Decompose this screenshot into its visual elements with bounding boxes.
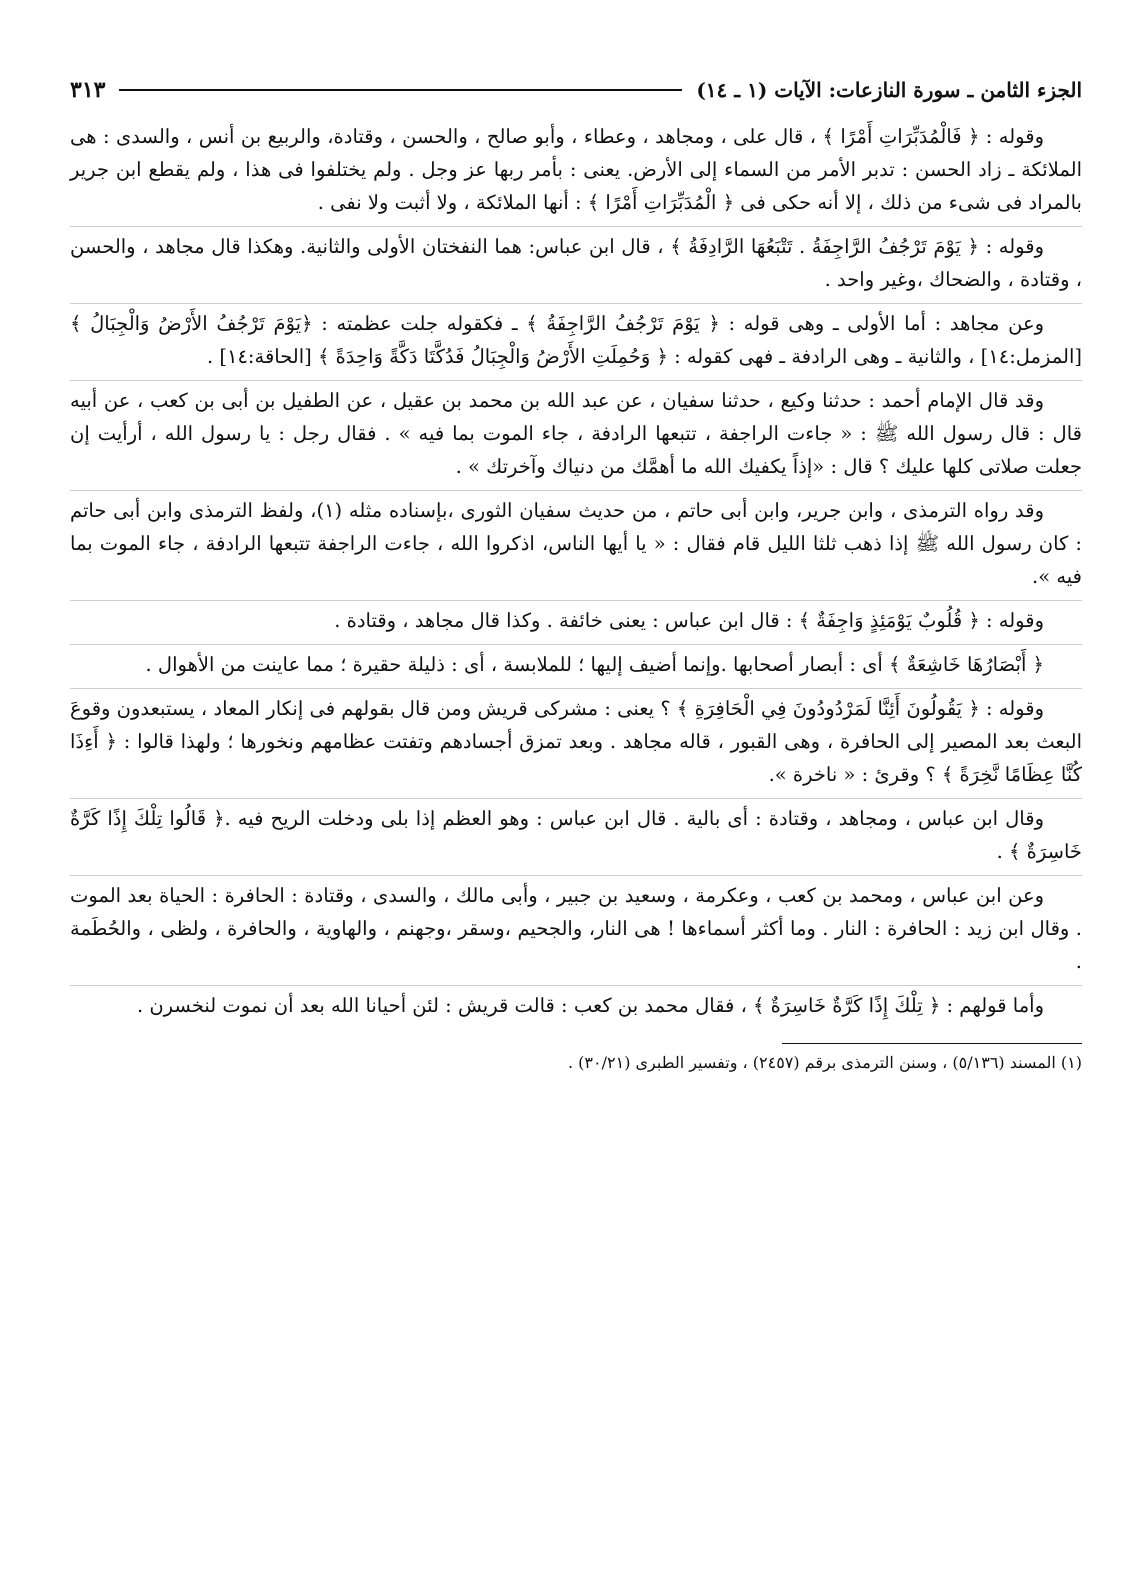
footnote-rule xyxy=(782,1043,1082,1044)
body-text xyxy=(70,116,1082,1029)
paragraph: وقوله : ﴿ يَقُولُونَ أَئِنَّا لَمَرْدُودُونَ فِي الْحَافِرَةِ ﴾ ؟ يعنى : مشركى قريش ومن قال بقولهم فى إنكار المعاد ، يستبعدون وقوعَ البعث بعد المصير إلى الحافرة ، وهى القبور ، قاله مجاهد . وبعد تمزق أجسادهم وتفتت عظامهم ونخورها ؛ ولهذا قالوا : ﴿ أَءِذَا كُنَّا عِظَامًا نَّخِرَةً ﴾ ؟ وقرئ : « ناخرة ». xyxy=(70,688,1082,798)
paragraph: وقوله : ﴿ يَوْمَ تَرْجُفُ الرَّاجِفَةُ . تَتْبَعُهَا الرَّادِفَةُ ﴾ ، قال ابن عباس: هما النفختان الأولى والثانية. وهكذا قال مجاهد ، والحسن ، وقتادة ، والضحاك ،وغير واحد . xyxy=(70,226,1082,303)
paragraph: وأما قولهم : ﴿ تِلْكَ إِذًا كَرَّةٌ خَاسِرَةٌ ﴾ ، فقال محمد بن كعب : قالت قريش : لئن أحيانا الله بعد أن نموت لنخسرن . xyxy=(70,985,1082,1029)
paragraph: ﴿ أَبْصَارُهَا خَاشِعَةٌ ﴾ أى : أبصار أصحابها .وإنما أضيف إليها ؛ للملابسة ، أى : ذليلة حقيرة ؛ مما عاينت من الأهوال . xyxy=(70,644,1082,688)
page-number: ٣١٣ xyxy=(70,77,106,103)
running-head-title: الجزء الثامن ـ سورة النازعات: الآيات (١ ـ ١٤) xyxy=(696,78,1082,102)
running-head-rule xyxy=(119,89,682,91)
footnote: (١) المسند (٥/١٣٦) ، وسنن الترمذى برقم (٢٤٥٧) ، وتفسير الطبرى (٣٠/٢١) . xyxy=(568,1053,1082,1072)
paragraph: وقوله : ﴿ فَالْمُدَبِّرَاتِ أَمْرًا ﴾ ، قال على ، ومجاهد ، وعطاء ، وأبو صالح ، والحسن ، وقتادة، والربيع بن أنس ، والسدى : هى الملائكة ـ زاد الحسن : تدبر الأمر من السماء إلى الأرض. يعنى : بأمر ربها عز وجل . ولم يختلفوا فى هذا ، ولم يقطع ابن جرير بالمراد فى شىء من ذلك ، إلا أنه حكى فى ﴿ الْمُدَبِّرَاتِ أَمْرًا ﴾ : أنها الملائكة ، ولا أثبت ولا نفى . xyxy=(70,125,1082,214)
paragraph: وعن مجاهد : أما الأولى ـ وهى قوله : ﴿ يَوْمَ تَرْجُفُ الرَّاجِفَةُ ﴾ ـ فكقوله جلت عظمته : ﴿يَوْمَ تَرْجُفُ الأَرْضُ وَالْجِبَالُ ﴾ [المزمل:١٤] ، والثانية ـ وهى الرادفة ـ فهى كقوله : ﴿ وَحُمِلَتِ الأَرْضُ وَالْجِبَالُ فَدُكَّتَا دَكَّةً وَاحِدَةً ﴾ [الحاقة:١٤] . xyxy=(70,303,1082,380)
paragraph: وقد قال الإمام أحمد : حدثنا وكيع ، حدثنا سفيان ، عن عبد الله بن محمد بن عقيل ، عن الطفيل بن أبى بن كعب ، عن أبيه قال : قال رسول الله ﷺ : « جاءت الراجفة ، تتبعها الرادفة ، جاء الموت بما فيه » . فقال رجل : يا رسول الله ، أرأيت إن جعلت صلاتى كلها عليك ؟ قال : «إذاً يكفيك الله ما أهمَّك من دنياك وآخرتك » . xyxy=(70,380,1082,490)
paragraph: وقد رواه الترمذى ، وابن جرير، وابن أبى حاتم ، من حديث سفيان الثورى ،بإسناده مثله (١)، ولفظ الترمذى وابن أبى حاتم : كان رسول الله ﷺ إذا ذهب ثلثا الليل قام فقال : « يا أيها الناس، اذكروا الله ، جاءت الراجفة تتبعها الرادفة ، جاء الموت بما فيه ». xyxy=(70,490,1082,600)
running-head xyxy=(70,70,1082,110)
paragraph: وقال ابن عباس ، ومجاهد ، وقتادة : أى بالية . قال ابن عباس : وهو العظم إذا بلى ودخلت الريح فيه .﴿ قَالُوا تِلْكَ إِذًا كَرَّةٌ خَاسِرَةٌ ﴾ . xyxy=(70,798,1082,875)
book-page xyxy=(70,70,1082,1510)
paragraph: وقوله : ﴿ قُلُوبٌ يَوْمَئِذٍ وَاجِفَةٌ ﴾ : قال ابن عباس : يعنى خائفة . وكذا قال مجاهد ، وقتادة . xyxy=(70,600,1082,644)
paragraph: وعن ابن عباس ، ومحمد بن كعب ، وعكرمة ، وسعيد بن جبير ، وأبى مالك ، والسدى ، وقتادة : الحافرة : الحياة بعد الموت . وقال ابن زيد : الحافرة : النار . وما أكثر أسماءها ! هى النار، والجحيم ،وسقر ،وجهنم ، والهاوية ، والحافرة ، ولظى ، والحُطَمة . xyxy=(70,875,1082,985)
